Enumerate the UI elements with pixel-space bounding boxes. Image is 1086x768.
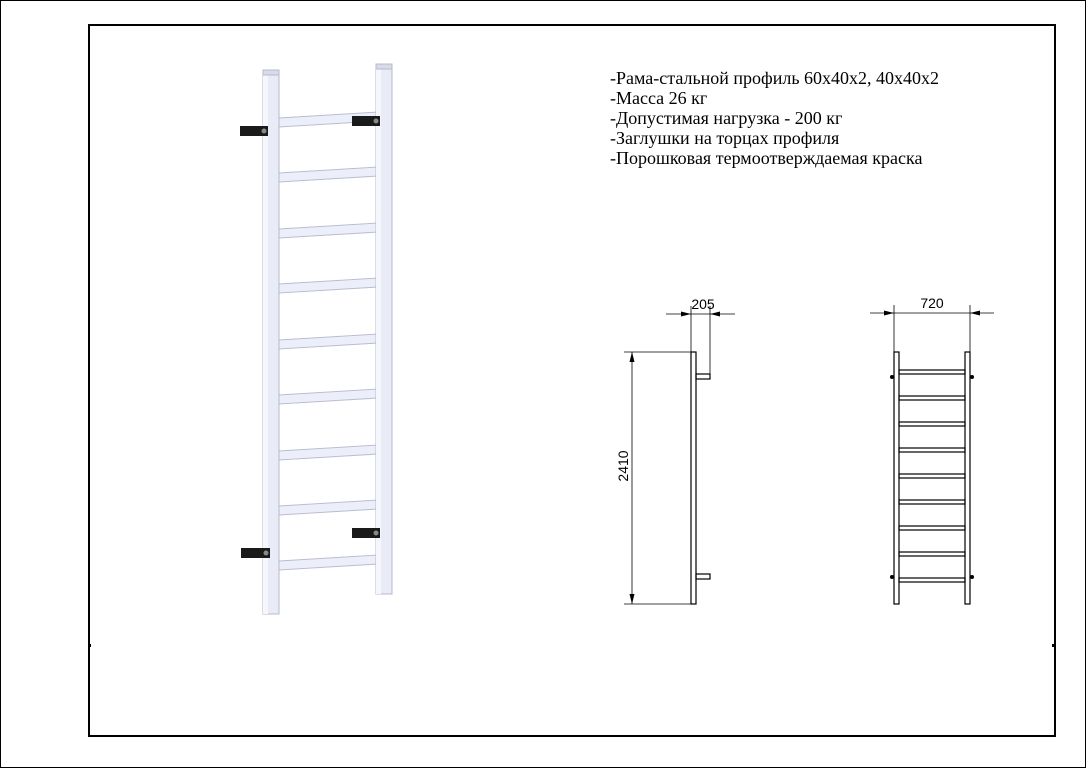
ladder-rung (279, 278, 378, 293)
spec-item-frame: -Рама-стальной профиль 60х40х2, 40х40х2 (610, 68, 940, 88)
side-view-rail (691, 352, 696, 604)
side-view-bracket-top (696, 374, 710, 379)
dimension-height-label: 2410 (615, 450, 631, 482)
front-view-rung (899, 396, 965, 400)
dimension-width-label: 720 (920, 295, 944, 311)
spec-item-paint: -Порошковая термоотверждаемая краска (610, 148, 923, 168)
front-view-rung (899, 552, 965, 556)
ladder-3d-right-rail (376, 64, 392, 594)
ladder-rung (279, 555, 378, 570)
ladder-rung (279, 223, 378, 238)
spec-item-caps: -Заглушки на торцах профиля (610, 128, 840, 148)
ladder-rung (279, 445, 378, 460)
ladder-3d-rungs (279, 112, 378, 570)
ladder-rung (279, 500, 378, 515)
front-view-right-rail (965, 352, 970, 604)
front-view-rungs (899, 370, 965, 582)
front-view (870, 305, 994, 604)
ladder-rung (279, 167, 378, 182)
front-view-bolts (890, 375, 974, 579)
front-view-rung (899, 474, 965, 478)
front-view-rung (899, 448, 965, 452)
front-view-rung (899, 422, 965, 426)
dimension-depth-label: 205 (691, 296, 715, 312)
ladder-3d-left-rail (263, 70, 279, 614)
ladder-3d-render (240, 64, 392, 614)
frame-tick-right (1052, 644, 1055, 647)
ladder-rung (279, 389, 378, 404)
front-view-rung (899, 500, 965, 504)
front-view-rung (899, 370, 965, 374)
front-view-rung (899, 578, 965, 582)
side-view (624, 306, 735, 604)
side-view-bracket-bottom (696, 574, 710, 579)
spec-item-load: -Допустимая нагрузка - 200 кг (610, 108, 843, 128)
frame-tick-left (88, 644, 91, 647)
front-view-left-rail (894, 352, 899, 604)
spec-item-mass: -Масса 26 кг (610, 88, 708, 108)
front-view-rung (899, 526, 965, 530)
ladder-rung (279, 334, 378, 349)
